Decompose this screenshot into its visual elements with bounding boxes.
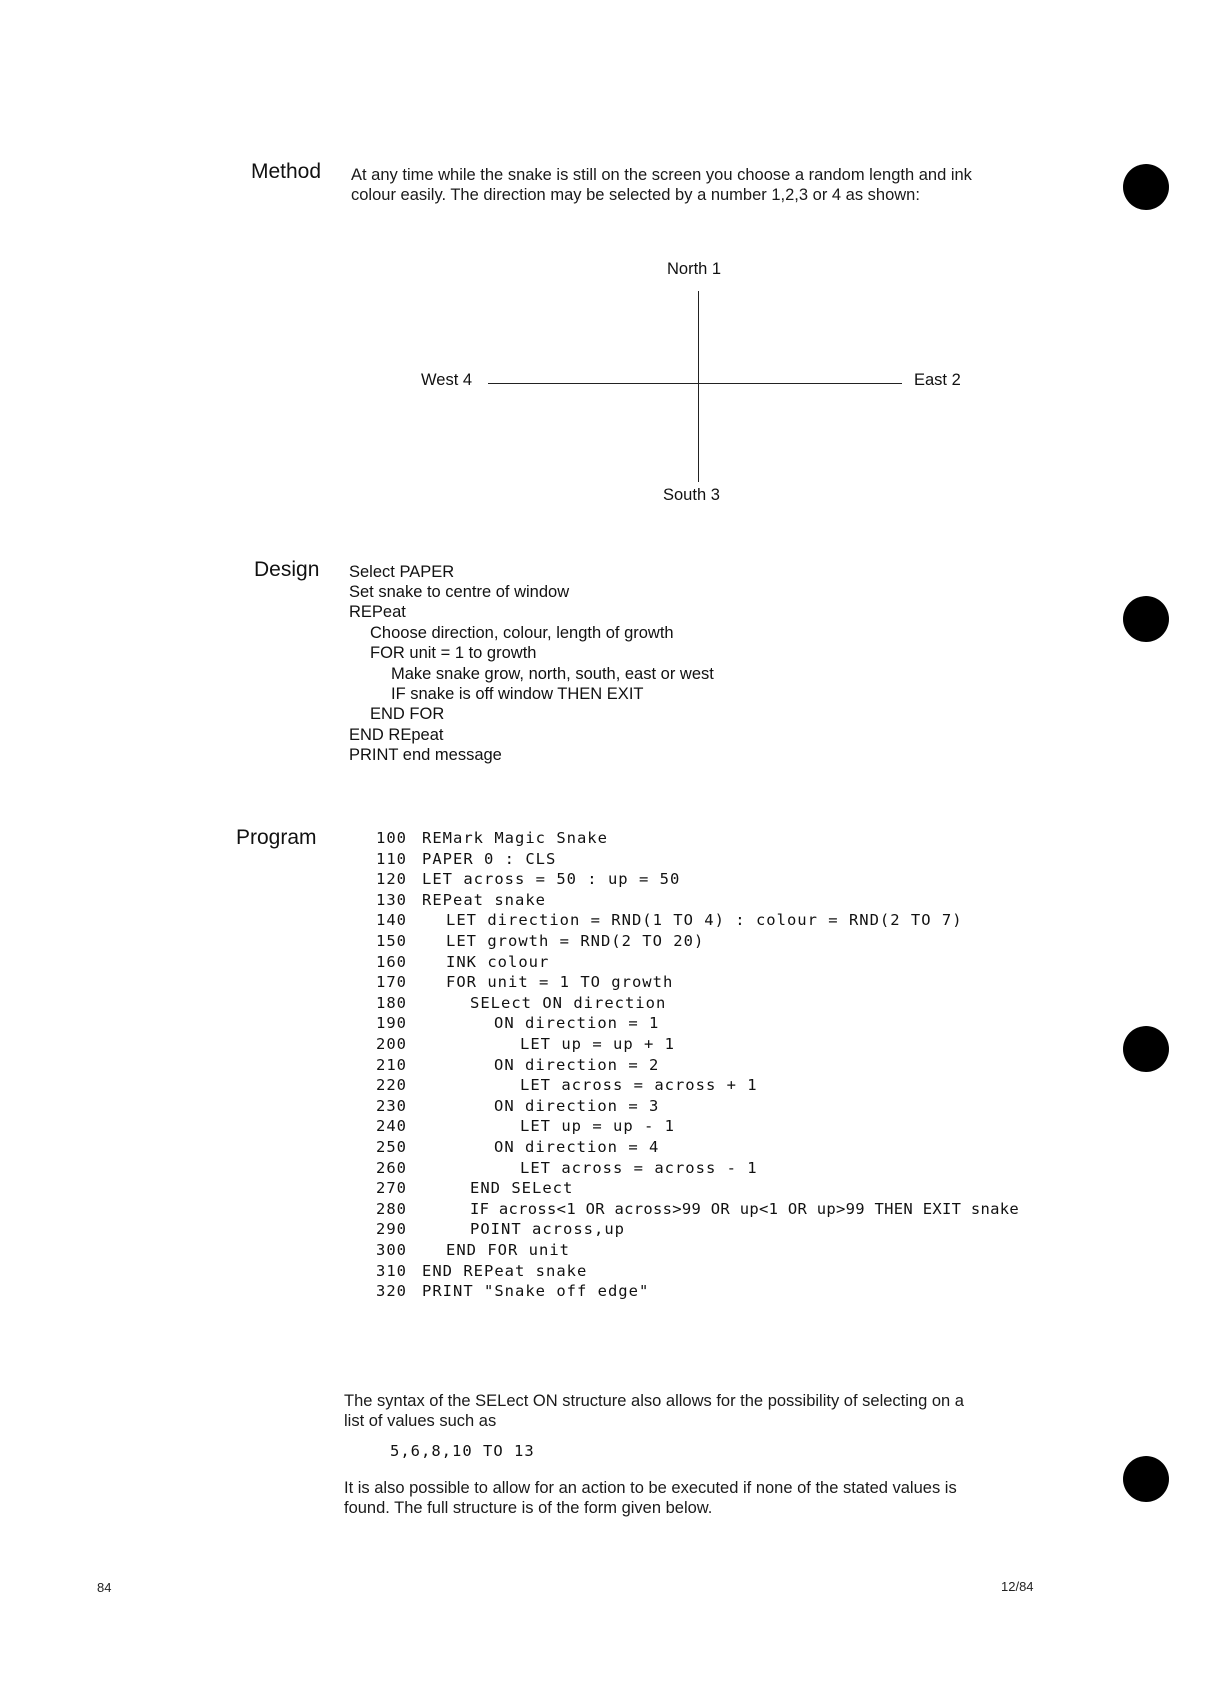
line-number: 130 [376, 890, 407, 909]
line-number: 240 [376, 1117, 407, 1136]
line-number: 160 [376, 952, 407, 971]
code-statement: LET growth = RND(2 TO 20) [446, 932, 705, 950]
line-number: 100 [376, 829, 407, 847]
design-heading: Design [254, 558, 320, 581]
design-outline [349, 562, 1049, 772]
line-number: 150 [376, 932, 407, 950]
line-number: 280 [376, 1199, 407, 1218]
code-statement: END REPeat snake [422, 1261, 588, 1280]
note-text-line: The syntax of the SELect ON structure also allows for the possibility of selecting on a [344, 1392, 964, 1410]
program-heading: Program [236, 826, 317, 849]
compass-east-label: East 2 [914, 371, 961, 389]
binder-hole [1123, 1456, 1169, 1502]
code-statement: LET up = up - 1 [520, 1117, 675, 1136]
code-statement: ON direction = 1 [494, 1014, 660, 1033]
design-line: PRINT end message [349, 746, 502, 764]
design-line: FOR unit = 1 to growth [370, 644, 537, 662]
issue-date: 12/84 [1001, 1579, 1034, 1594]
line-number: 180 [376, 993, 407, 1012]
design-line: REPeat [349, 603, 406, 621]
design-line: END FOR [370, 705, 445, 723]
compass-north-label: North 1 [667, 260, 722, 278]
line-number: 200 [376, 1035, 407, 1053]
code-statement: POINT across,up [470, 1220, 625, 1239]
code-statement: PRINT "Snake off edge" [422, 1282, 650, 1301]
code-statement: END FOR unit [446, 1241, 570, 1259]
line-number: 210 [376, 1055, 407, 1074]
method-text-line: At any time while the snake is still on the screen you choose a random length and ink [351, 166, 972, 184]
line-number: 290 [376, 1220, 407, 1239]
page-number: 84 [97, 1580, 112, 1595]
design-line: Make snake grow, north, south, east or west [391, 665, 714, 683]
compass-vertical-axis [698, 291, 699, 482]
design-line: Set snake to centre of window [349, 583, 570, 601]
compass-horizontal-axis [488, 383, 902, 384]
line-number: 120 [376, 870, 407, 889]
line-number: 110 [376, 849, 407, 868]
program-listing [376, 828, 1036, 1308]
line-number: 260 [376, 1158, 407, 1177]
note-text-line: found. The full structure is of the form given below. [344, 1499, 713, 1517]
design-line: Choose direction, colour, length of growth [370, 624, 674, 642]
code-statement: LET direction = RND(1 TO 4) : colour = RND(2 TO 7) [446, 911, 963, 930]
code-statement: PAPER 0 : CLS [422, 849, 557, 868]
design-line: Select PAPER [349, 563, 455, 581]
select-on-note [344, 1391, 1064, 1431]
line-number: 250 [376, 1138, 407, 1156]
code-statement: LET across = across - 1 [520, 1158, 758, 1177]
code-statement: ON direction = 4 [494, 1138, 660, 1156]
code-statement: SELect ON direction [470, 993, 667, 1012]
select-on-example: 5,6,8,10 TO 13 [390, 1442, 535, 1460]
binder-hole [1123, 164, 1169, 210]
code-statement: LET across = 50 : up = 50 [422, 870, 681, 889]
design-line: END REpeat [349, 726, 444, 744]
line-number: 140 [376, 911, 407, 930]
note-text-line: It is also possible to allow for an action to be executed if none of the stated values is [344, 1479, 957, 1497]
line-number: 310 [376, 1261, 407, 1280]
code-statement: INK colour [446, 952, 550, 971]
code-statement: LET across = across + 1 [520, 1076, 758, 1095]
method-heading: Method [251, 160, 322, 183]
line-number: 230 [376, 1096, 407, 1115]
else-note [344, 1478, 1064, 1518]
binder-hole [1123, 596, 1169, 642]
line-number: 320 [376, 1282, 407, 1301]
code-statement: ON direction = 2 [494, 1055, 660, 1074]
code-statement: LET up = up + 1 [520, 1035, 675, 1053]
method-text [351, 165, 1071, 205]
line-number: 300 [376, 1241, 407, 1259]
line-number: 190 [376, 1014, 407, 1033]
line-number: 170 [376, 973, 407, 992]
code-statement: REMark Magic Snake [422, 829, 608, 847]
line-number: 270 [376, 1179, 407, 1198]
design-line: IF snake is off window THEN EXIT [391, 685, 644, 703]
compass-south-label: South 3 [663, 486, 720, 504]
binder-hole [1123, 1026, 1169, 1072]
line-number: 220 [376, 1076, 407, 1095]
code-statement: ON direction = 3 [494, 1096, 660, 1115]
code-statement: FOR unit = 1 TO growth [446, 973, 674, 992]
compass-west-label: West 4 [421, 371, 473, 389]
note-text-line: list of values such as [344, 1412, 497, 1430]
code-statement: IF across<1 OR across>99 OR up<1 OR up>99 THEN EXIT snake [470, 1199, 1020, 1218]
method-text-line: colour easily. The direction may be selected by a number 1,2,3 or 4 as shown: [351, 186, 920, 204]
code-statement: END SELect [470, 1179, 574, 1198]
code-statement: REPeat snake [422, 890, 546, 909]
